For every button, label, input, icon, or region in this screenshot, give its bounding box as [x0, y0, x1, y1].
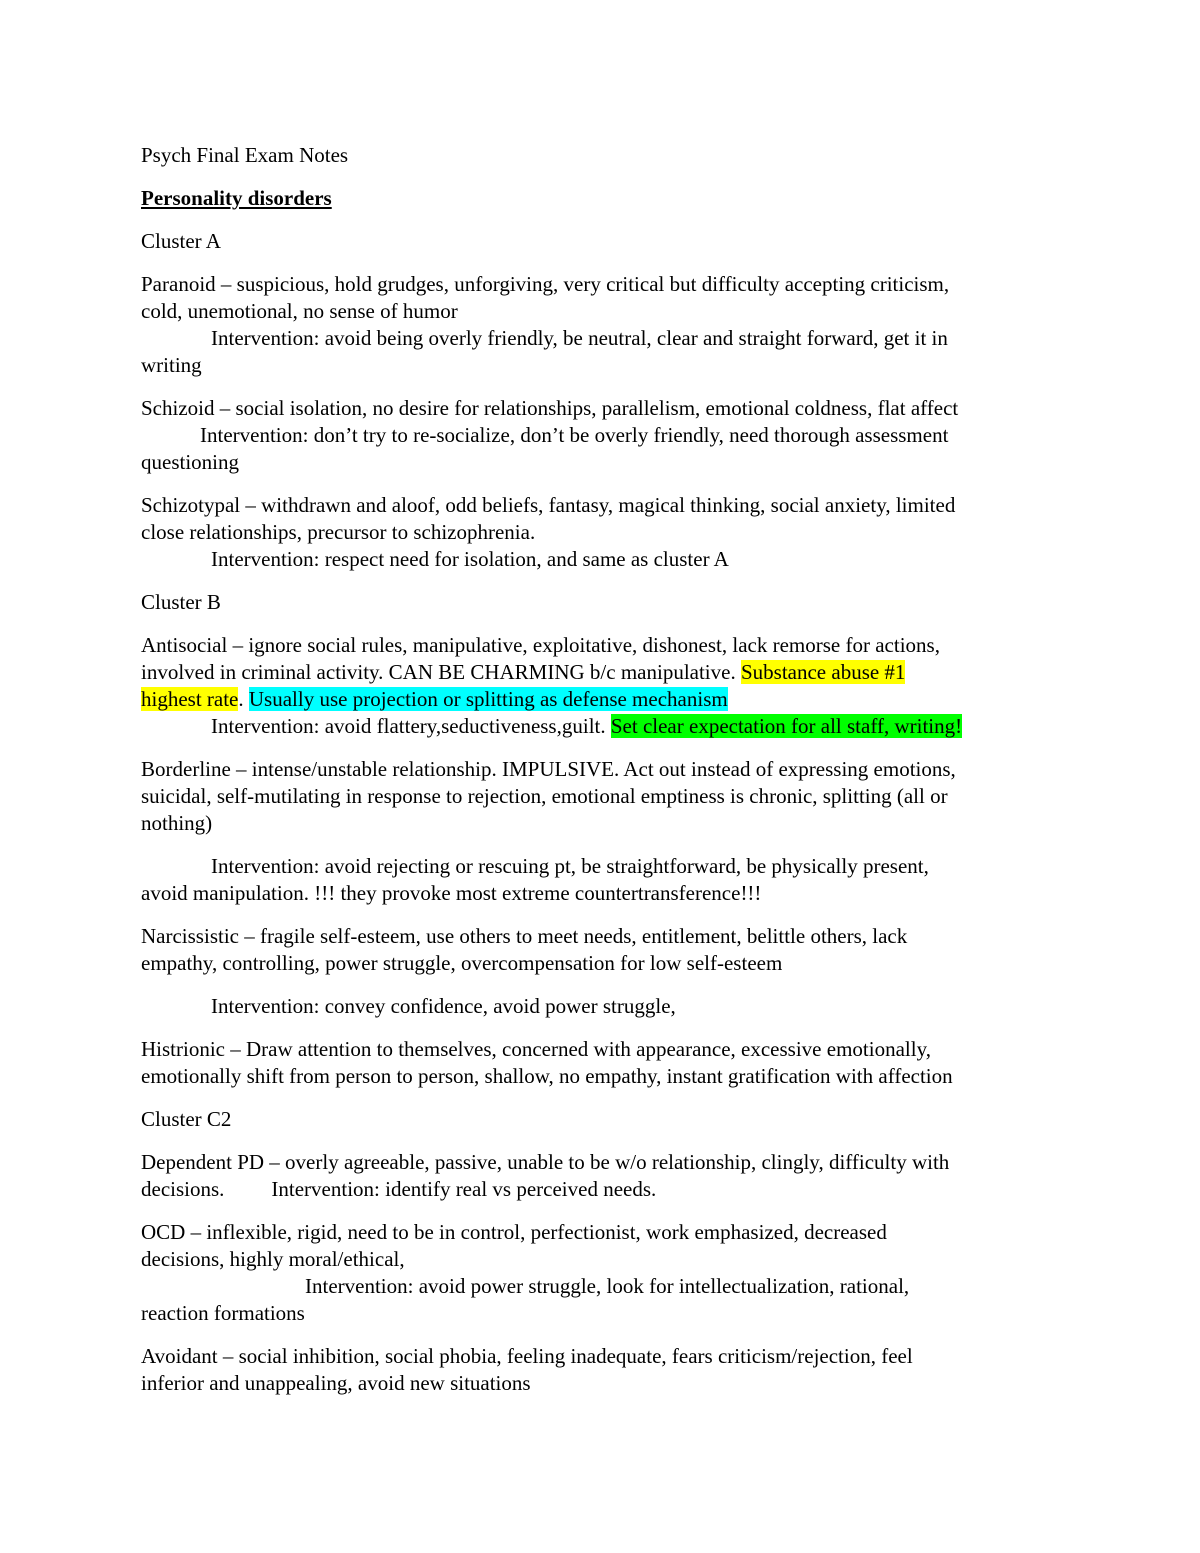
schizoid-entry — [141, 395, 1081, 476]
staff-expectation-highlight: Set clear expectation for all staff, writing! — [610, 714, 963, 738]
schizotypal-line-1: Schizotypal – withdrawn and aloof, odd beliefs, fantasy, magical thinking, social anxiety, limited — [141, 493, 956, 517]
schizotypal-intervention-1: Intervention: respect need for isolation, and same as cluster A — [211, 547, 729, 571]
schizoid-intervention-1: Intervention: don’t try to re-socialize, don’t be overly friendly, need thorough assessment — [200, 423, 949, 447]
ocd-intervention-1: Intervention: avoid power struggle, look for intellectualization, rational, — [305, 1274, 910, 1298]
avoidant-line-2: inferior and unappealing, avoid new situations — [141, 1371, 531, 1395]
antisocial-entry — [141, 632, 1081, 740]
dependent-intervention: Intervention: identify real vs perceived needs. — [271, 1177, 657, 1201]
borderline-entry — [141, 756, 1081, 837]
document-page — [141, 142, 1081, 1397]
borderline-line-3: nothing) — [141, 811, 213, 835]
document-title: Psych Final Exam Notes — [141, 143, 349, 167]
substance-abuse-highlight: Substance abuse #1 — [740, 660, 906, 684]
avoidant-line-1: Avoidant – social inhibition, social phobia, feeling inadequate, fears criticism/rejection, feel — [141, 1344, 913, 1368]
cluster-b-label: Cluster B — [141, 590, 221, 614]
dependent-entry — [141, 1149, 1081, 1203]
antisocial-line-1: Antisocial – ignore social rules, manipulative, exploitative, dishonest, lack remorse for actions, — [141, 633, 940, 657]
paranoid-line-2: cold, unemotional, no sense of humor — [141, 299, 458, 323]
histrionic-entry — [141, 1036, 1081, 1090]
ocd-line-2: decisions, highly moral/ethical, — [141, 1247, 405, 1271]
borderline-intervention-2: avoid manipulation. !!! they provoke most extreme countertransference!!! — [141, 881, 762, 905]
antisocial-line-2 — [141, 659, 1081, 686]
ocd-entry — [141, 1219, 1081, 1327]
narcissistic-entry — [141, 923, 1081, 977]
dependent-line-1: Dependent PD – overly agreeable, passive, unable to be w/o relationship, clingly, difficulty with — [141, 1150, 950, 1174]
borderline-line-2: suicidal, self-mutilating in response to rejection, emotional emptiness is chronic, splitting (all or — [141, 784, 948, 808]
antisocial-line-3 — [141, 686, 1081, 713]
cluster-a-label: Cluster A — [141, 229, 221, 253]
paranoid-line-1: Paranoid – suspicious, hold grudges, unforgiving, very critical but difficulty accepting criticism, — [141, 272, 950, 296]
narcissistic-intervention: Intervention: convey confidence, avoid power struggle, — [211, 994, 676, 1018]
schizoid-intervention-2: questioning — [141, 450, 239, 474]
antisocial-line-2-text: involved in criminal activity. CAN BE CHARMING b/c manipulative. — [141, 660, 741, 684]
borderline-line-1: Borderline – intense/unstable relationship. IMPULSIVE. Act out instead of expressing emotions, — [141, 757, 956, 781]
paranoid-intervention-2: writing — [141, 353, 202, 377]
schizotypal-line-2: close relationships, precursor to schizophrenia. — [141, 520, 536, 544]
cluster-c-label: Cluster C2 — [141, 1107, 232, 1131]
ocd-intervention-2: reaction formations — [141, 1301, 305, 1325]
avoidant-entry — [141, 1343, 1081, 1397]
narcissistic-line-1: Narcissistic – fragile self-esteem, use others to meet needs, entitlement, belittle others, lack — [141, 924, 908, 948]
narcissistic-line-2: empathy, controlling, power struggle, overcompensation for low self-esteem — [141, 951, 783, 975]
highest-rate-highlight: highest rate — [141, 687, 239, 711]
schizoid-line-1: Schizoid – social isolation, no desire for relationships, parallelism, emotional coldness, flat affect — [141, 396, 959, 420]
dependent-line-2-text: decisions. — [141, 1177, 225, 1201]
antisocial-intervention-text: Intervention: avoid flattery,seductiveness,guilt. — [211, 714, 611, 738]
schizotypal-entry — [141, 492, 1081, 573]
paranoid-entry — [141, 271, 1081, 379]
histrionic-line-1: Histrionic – Draw attention to themselves, concerned with appearance, excessive emotionally, — [141, 1037, 931, 1061]
borderline-intervention-block — [141, 853, 1081, 907]
paranoid-intervention-1: Intervention: avoid being overly friendly, be neutral, clear and straight forward, get it in — [211, 326, 948, 350]
section-heading: Personality disorders — [141, 186, 332, 210]
borderline-intervention-1: Intervention: avoid rejecting or rescuing pt, be straightforward, be physically present, — [211, 854, 929, 878]
defense-mechanism-highlight: Usually use projection or splitting as defense mechanism — [248, 687, 728, 711]
ocd-line-1: OCD – inflexible, rigid, need to be in control, perfectionist, work emphasized, decreased — [141, 1220, 887, 1244]
antisocial-intervention — [141, 713, 1081, 740]
histrionic-line-2: emotionally shift from person to person, shallow, no empathy, instant gratification with affection — [141, 1064, 953, 1088]
antisocial-line-3-text: . — [238, 687, 249, 711]
dependent-line-2 — [141, 1176, 1081, 1203]
